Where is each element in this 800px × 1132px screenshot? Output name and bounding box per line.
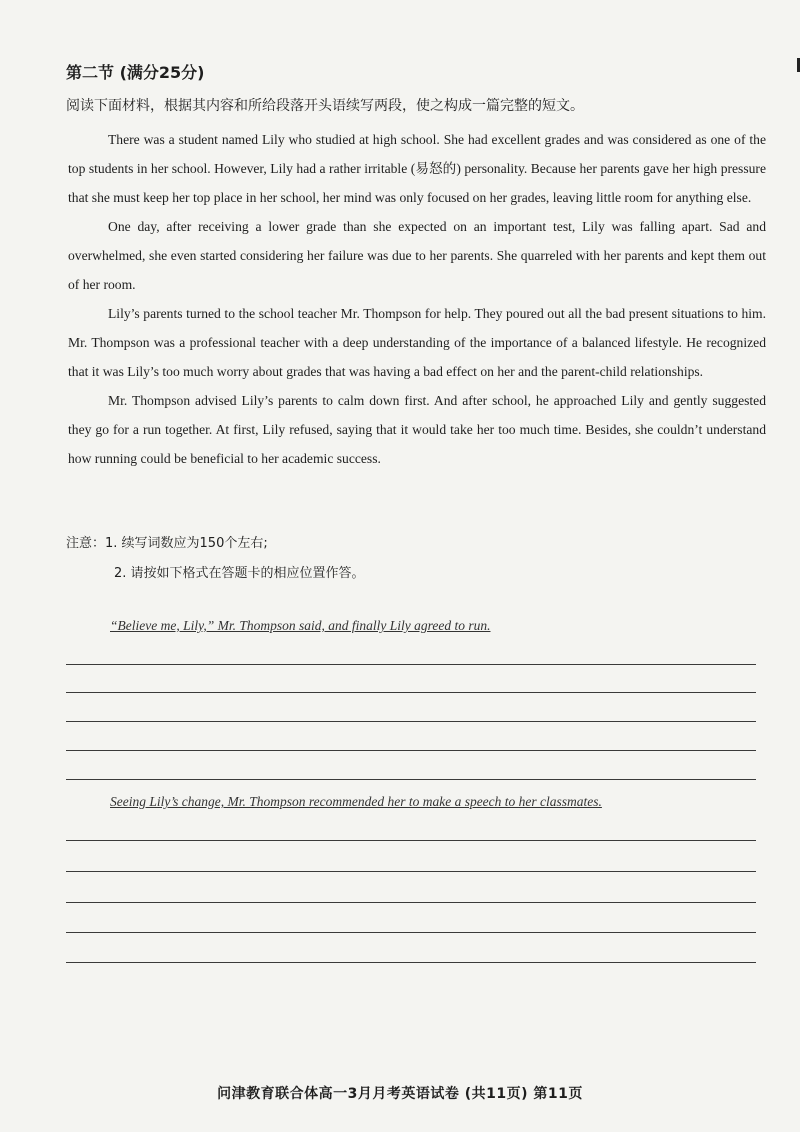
- section-title: 第二节 (满分25分): [66, 63, 205, 82]
- writing-line: [66, 692, 756, 693]
- writing-line: [66, 664, 756, 665]
- passage-paragraph-4: Mr. Thompson advised Lily’s parents to calm down first. And after school, he approached Lily and gently suggested they go for a run together. At first, Lily refused, saying that it would take her too much time. Besides, she couldn’t understand how running could be beneficial to her academic success.: [68, 393, 766, 466]
- page-footer: 问津教育联合体高一3月月考英语试卷 (共11页) 第11页: [217, 1086, 583, 1102]
- writing-line: [66, 871, 756, 872]
- writing-line: [66, 932, 756, 933]
- writing-line: [66, 840, 756, 841]
- writing-line: [66, 902, 756, 903]
- paragraph-1-opening: “Believe me, Lily,” Mr. Thompson said, and finally Lily agreed to run.: [110, 618, 491, 633]
- passage-paragraph-1: There was a student named Lily who studied at high school. She had excellent grades and was considered as one of the top students in her school. However, Lily had a rather irritable (易怒的) personality. Because her parents gave her high pressure that she must keep her top place in her school, her mind was only focused on her grades, leaving little room for anything else.: [68, 132, 766, 205]
- passage-paragraph-3: Lily’s parents turned to the school teacher Mr. Thompson for help. They poured out all the bad present situations to him. Mr. Thompson was a professional teacher with a deep understanding of the importance of a balanced lifestyle. He recognized that it was Lily’s too much worry about grades that was having a bad effect on her and the parent-child relationships.: [68, 306, 766, 379]
- reading-passage: [68, 125, 766, 473]
- passage-paragraph-2: One day, after receiving a lower grade than she expected on an important test, Lily was falling apart. Sad and overwhelmed, she even started considering her failure was due to her parents. She quarreled with her parents and kept them out of her room.: [68, 219, 766, 292]
- writing-line: [66, 721, 756, 722]
- note-answer-format: 2. 请按如下格式在答题卡的相应位置作答。: [114, 566, 365, 581]
- writing-line: [66, 962, 756, 963]
- writing-line: [66, 750, 756, 751]
- note-word-count: 注意：1. 续写词数应为150个左右;: [66, 536, 268, 551]
- paragraph-2-opening: Seeing Lily’s change, Mr. Thompson recommended her to make a speech to her classmates.: [110, 794, 602, 809]
- writing-line: [66, 779, 756, 780]
- instruction-text: 阅读下面材料，根据其内容和所给段落开头语续写两段，使之构成一篇完整的短文。: [66, 98, 584, 114]
- notes: [66, 529, 766, 589]
